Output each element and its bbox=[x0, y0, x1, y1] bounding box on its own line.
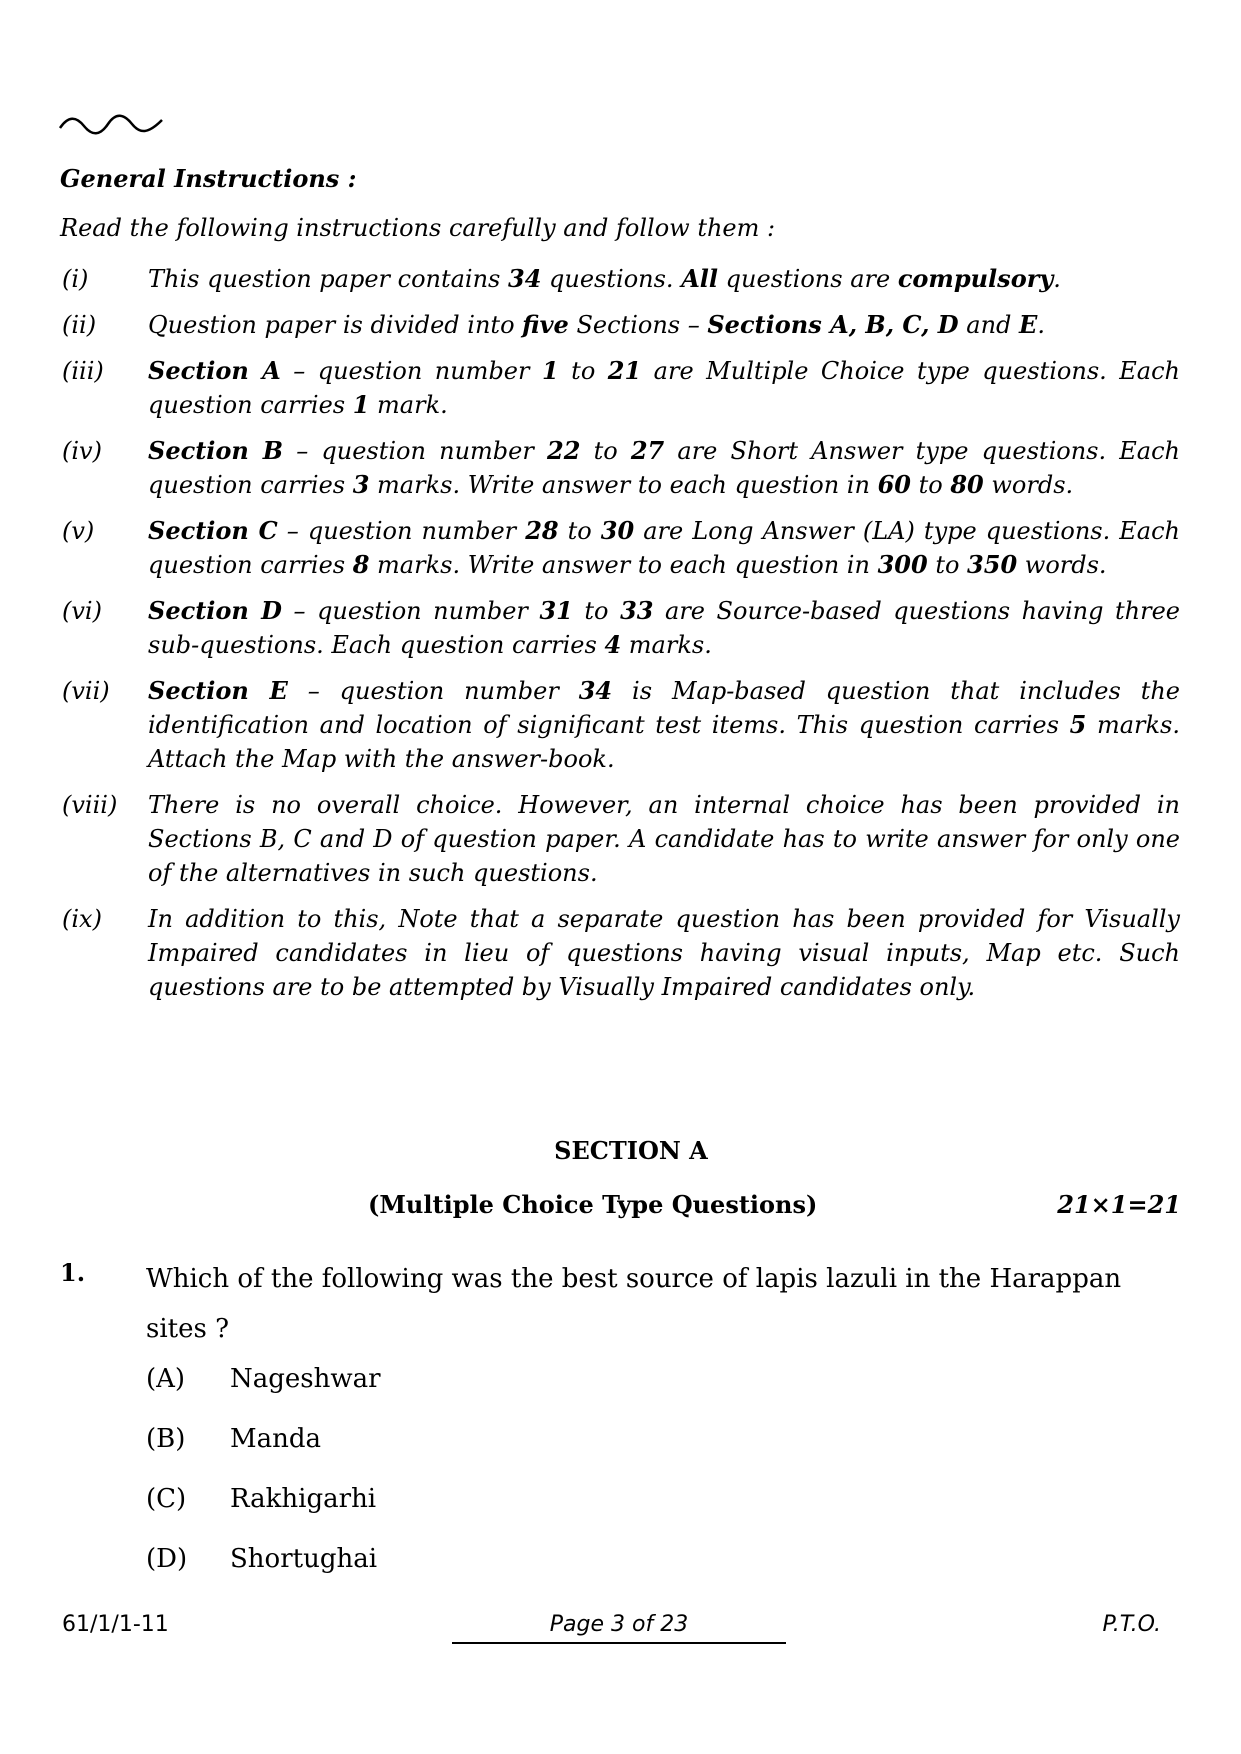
instruction-number: (iii) bbox=[62, 357, 104, 385]
option-text: Rakhigarhi bbox=[230, 1484, 377, 1514]
instruction-number: (viii) bbox=[62, 791, 118, 819]
instruction-text: This question paper contains 34 questions. All questions are compulsory. bbox=[148, 264, 1061, 293]
page-number: Page 3 of 23 bbox=[549, 1612, 689, 1637]
option-label: (B) bbox=[146, 1424, 186, 1454]
instruction-number: (v) bbox=[62, 517, 95, 545]
option-text: Shortughai bbox=[230, 1544, 378, 1574]
instruction-item bbox=[60, 434, 1180, 502]
answer-option bbox=[146, 1484, 381, 1544]
instruction-text: Section A – question number 1 to 21 are Multiple Choice type questions. Each question carries 1 mark. bbox=[148, 356, 1181, 419]
paper-code: 61/1/1-11 bbox=[62, 1612, 169, 1637]
instruction-item bbox=[60, 262, 1180, 296]
option-label: (A) bbox=[146, 1364, 186, 1394]
pto-label: P.T.O. bbox=[1102, 1612, 1161, 1637]
answer-options bbox=[146, 1364, 381, 1604]
instruction-item bbox=[60, 308, 1180, 342]
instructions-list bbox=[60, 262, 1180, 1016]
instruction-item bbox=[60, 354, 1180, 422]
instruction-item bbox=[60, 674, 1180, 776]
instruction-number: (vii) bbox=[62, 677, 110, 705]
instruction-number: (ii) bbox=[62, 311, 97, 339]
instruction-text: Section C – question number 28 to 30 are Long Answer (LA) type questions. Each question carries 8 marks. Write answer to each question in 300 to 350 words. bbox=[148, 516, 1181, 579]
instruction-number: (vi) bbox=[62, 597, 102, 625]
instruction-item bbox=[60, 788, 1180, 890]
instruction-number: (iv) bbox=[62, 437, 102, 465]
instruction-text: Section D – question number 31 to 33 are Source-based questions having three sub-questions. Each question carries 4 marks. bbox=[148, 596, 1181, 659]
instruction-text: Section E – question number 34 is Map-based question that includes the identification and location of significant test items. This question carries 5 marks. Attach the Map with the answer-book. bbox=[148, 676, 1181, 773]
instruction-item bbox=[60, 594, 1180, 662]
instructions-intro: Read the following instructions carefully and follow them : bbox=[60, 214, 776, 242]
question-text: Which of the following was the best source of lapis lazuli in the Harappan sites ? bbox=[146, 1264, 1122, 1344]
instruction-item bbox=[60, 902, 1180, 1004]
question-number: 1. bbox=[60, 1258, 86, 1287]
answer-option bbox=[146, 1364, 381, 1424]
section-marks: 21×1=21 bbox=[1057, 1190, 1181, 1219]
option-text: Manda bbox=[230, 1424, 322, 1454]
wave-ornament-icon bbox=[58, 112, 164, 136]
answer-option bbox=[146, 1544, 381, 1604]
option-label: (C) bbox=[146, 1484, 187, 1514]
instruction-item bbox=[60, 514, 1180, 582]
option-label: (D) bbox=[146, 1544, 188, 1574]
instruction-text: Section B – question number 22 to 27 are Short Answer type questions. Each question carries 3 marks. Write answer to each question in 60 to 80 words. bbox=[148, 436, 1180, 499]
section-title: SECTION A bbox=[554, 1136, 708, 1165]
instruction-text: In addition to this, Note that a separate question has been provided for Visually Impaired candidates in lieu of questions having visual inputs, Map etc. Such questions are to be attempted by Visually Impaired candidates only. bbox=[148, 905, 1180, 1001]
answer-option bbox=[146, 1424, 381, 1484]
section-subtitle: (Multiple Choice Type Questions) bbox=[368, 1190, 818, 1219]
instruction-number: (ix) bbox=[62, 905, 102, 933]
instruction-number: (i) bbox=[62, 265, 89, 293]
footer-rule bbox=[452, 1642, 786, 1644]
option-text: Nageshwar bbox=[230, 1364, 381, 1394]
instruction-text: Question paper is divided into five Sections – Sections A, B, C, D and E. bbox=[148, 310, 1045, 339]
instruction-text: There is no overall choice. However, an internal choice has been provided in Sections B, C and D of question paper. A candidate has to write answer for only one of the alternatives in such questions. bbox=[148, 791, 1180, 887]
instructions-title: General Instructions : bbox=[60, 164, 357, 193]
